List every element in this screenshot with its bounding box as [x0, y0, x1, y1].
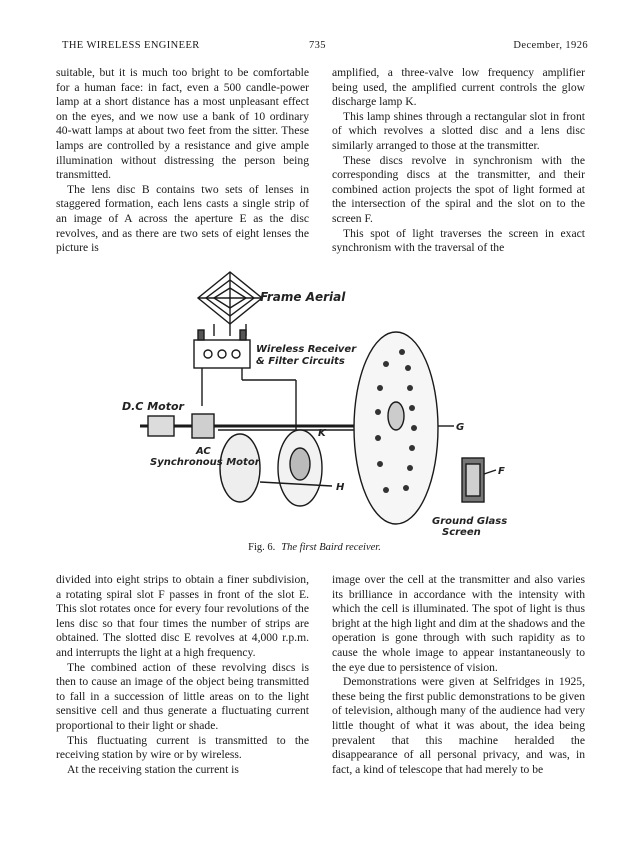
page-number: 735: [309, 40, 326, 51]
frame-aerial-drawing: [198, 272, 262, 336]
paragraph: This spot of light traverses the screen in exact synchronism with the traversal of the: [332, 226, 585, 255]
paragraph: image over the cell at the transmitter and also varies its brilliance in accordance with the intensity with which the cell is illuminated. The spot of light is thus bright at the high light and dim at the shadows and the operation is gone through with such rapidity as to cause the whole image to appear instantaneously to the eye due to persistence of vision.: [332, 573, 585, 674]
caption-number: Fig. 6.: [248, 542, 276, 553]
figure-caption: [0, 542, 629, 553]
paragraph: At the receiving station the current is: [67, 762, 239, 776]
label-h: H: [336, 482, 345, 493]
paragraph: This lamp shines through a rectangular slot in front of which revolves a slotted disc and a lens disc similarly arranged to those at the transmitter.: [332, 109, 585, 152]
label-g: G: [456, 422, 465, 433]
label-receiver-line1: Wireless Receiver: [256, 344, 357, 355]
text-column-top-right: [332, 66, 585, 256]
text-column-bottom-right: [332, 573, 585, 777]
paragraph: suitable, but it is much too bright to be comfortable for a human face: in fact, even a 500 candle-power lamp at a short distance has a most unpleasant effect on the eyes, and we now use a bank of 10 ordinary 40-watt lamps at about two feet from the sitter. These lamps are controlled by a resistance and give ample illumination without distressing the person being transmitted.: [56, 66, 309, 182]
label-dc-motor: D.C Motor: [122, 400, 184, 413]
label-receiver-line2: & Filter Circuits: [256, 356, 345, 367]
label-screen: Screen: [442, 527, 481, 538]
receiver-diagram: [110, 268, 530, 538]
paragraph: Demonstrations were given at Selfridges in 1925, these being the first public demonstrations to be given of television, although many of the audience had very little thought of what it was about, the idea being prevalent that this machine heralded the disappearance of all personal privacy, and was, in fact, a kind of telescope that had merely to be: [332, 675, 585, 776]
label-k: K: [318, 428, 326, 439]
running-header: [62, 40, 588, 54]
paragraph: amplified, a three-valve low frequency amplifier being used, the amplified current controls the glow discharge lamp K.: [332, 66, 585, 109]
label-synchronous-motor: Synchronous Motor: [150, 457, 260, 468]
caption-title: The first Baird receiver.: [281, 542, 381, 553]
label-ac: AC: [196, 446, 211, 457]
paragraph: This fluctuating current is transmitted to the receiving station by wire or by wireless.: [56, 733, 309, 762]
label-ground-glass: Ground Glass: [432, 516, 508, 527]
paragraph: The combined action of these revolving discs is then to cause an image of the object being transmitted to fall in a succession of little areas on to the light sensitive cell and thus generate a fluctuating current proportional to their light or shade.: [56, 660, 309, 732]
paragraph: divided into eight strips to obtain a finer subdivision, a rotating spiral slot F passes in front of the slot E. This slot rotates once for every four revolutions of the lens disc so that four times the number of strips are obtained. The slotted disc E revolves at 4,000 r.p.m. and interrupts the light at a high frequency.: [56, 573, 309, 659]
text-column-top-left: [56, 66, 309, 256]
journal-title: THE WIRELESS ENGINEER: [62, 40, 200, 51]
slotted-disc-drawing: [220, 434, 260, 502]
label-f: F: [498, 466, 505, 477]
text-column-bottom-left: [56, 573, 309, 777]
issue-date: December, 1926: [513, 40, 588, 51]
figure-baird-receiver: [110, 268, 530, 538]
paragraph: These discs revolve in synchronism with the corresponding discs at the transmitter, and their combined action projects the spot of light formed at the intersection of the spiral and the slot on to the screen F.: [332, 153, 585, 225]
paragraph: The lens disc B contains two sets of lenses in staggered formation, each lens casts a single strip of an image of A across the aperture E as the disc revolves, and as there are two sets of eight lenses the picture is: [56, 182, 309, 255]
label-frame-aerial: Frame Aerial: [260, 290, 346, 304]
